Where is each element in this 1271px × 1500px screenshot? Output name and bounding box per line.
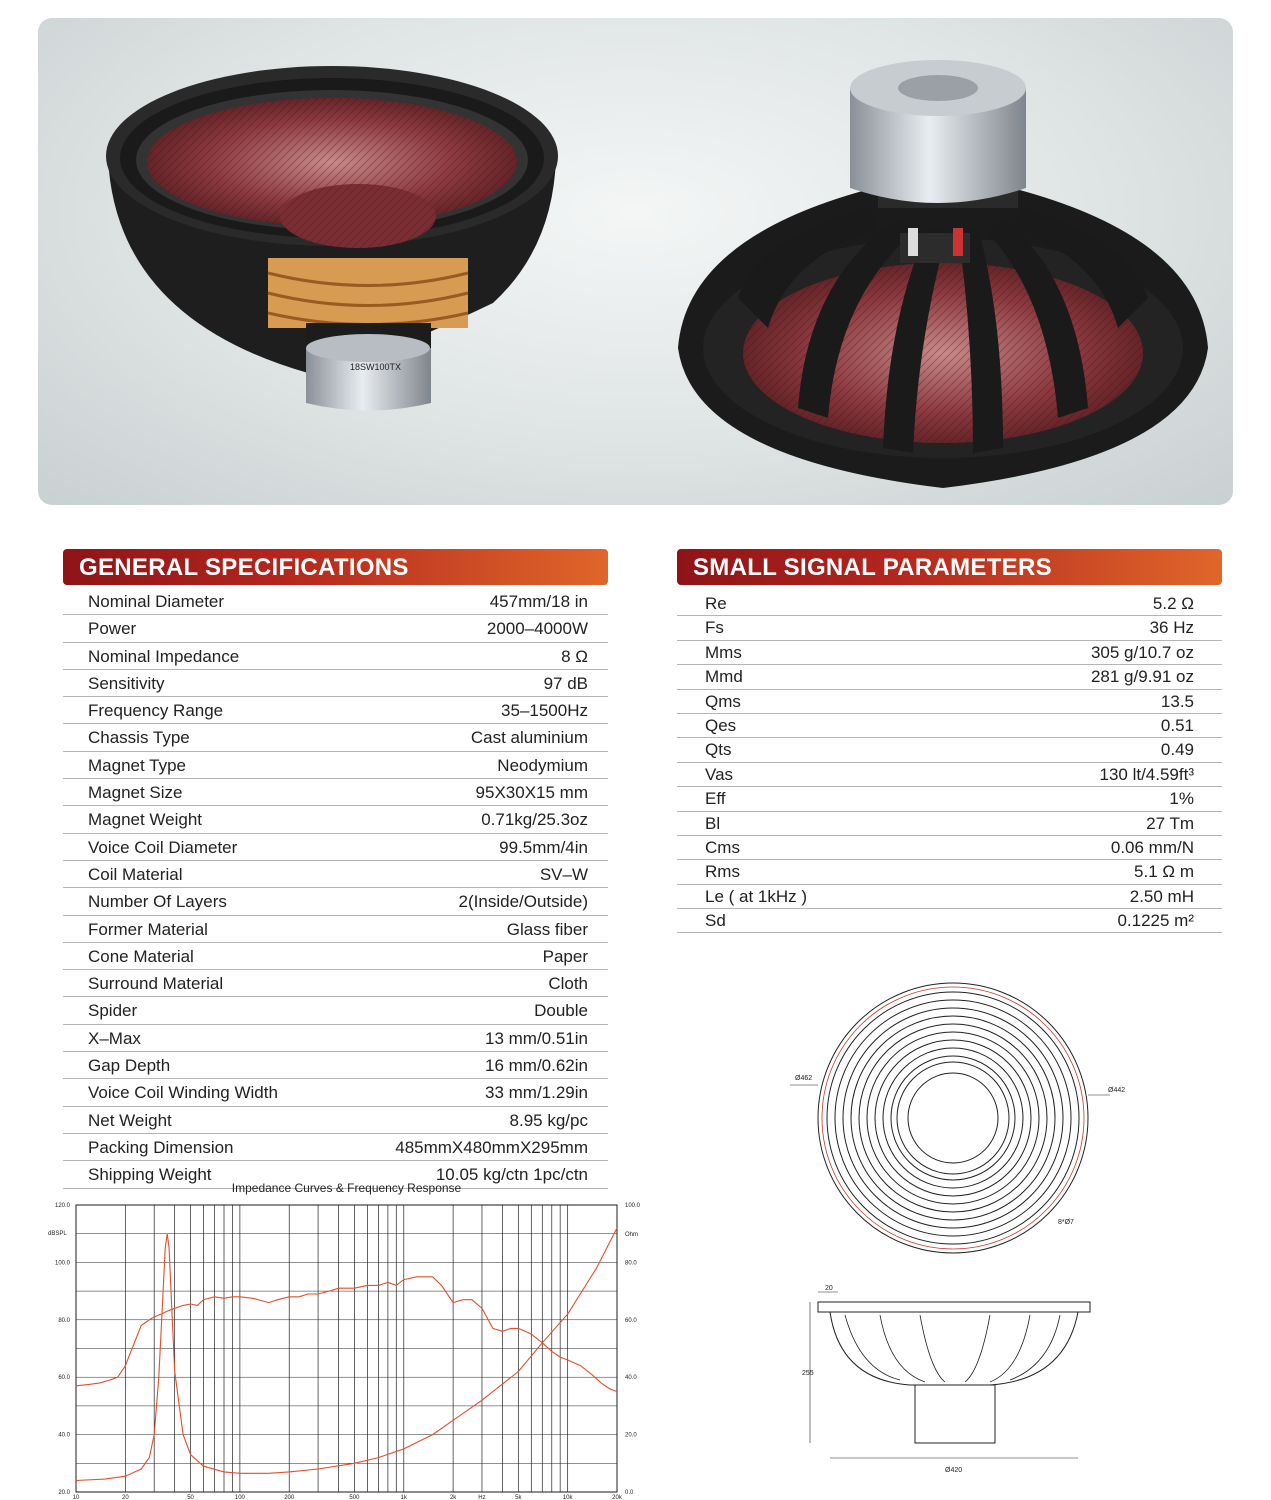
spec-value: 0.1225 m²	[1117, 911, 1194, 931]
spec-label: Vas	[705, 764, 734, 784]
spec-value: 2(Inside/Outside)	[458, 892, 588, 912]
spec-value: 0.71kg/25.3oz	[481, 810, 588, 830]
spec-row	[63, 643, 608, 670]
spec-value: 13.5	[1160, 691, 1194, 711]
spec-row	[63, 779, 608, 806]
spec-value: 2000–4000W	[486, 619, 588, 639]
spec-row	[63, 1025, 608, 1052]
spec-label: Spider	[88, 1001, 138, 1021]
spec-row	[63, 697, 608, 724]
spec-label: Coil Material	[88, 864, 183, 884]
spec-row	[63, 916, 608, 943]
small-signal-header: SMALL SIGNAL PARAMETERS	[677, 549, 1222, 585]
y-right-tick-label: 80.0	[625, 1260, 637, 1267]
x-tick-label: 500	[349, 1495, 360, 1500]
y-left-tick-label: 20.0	[58, 1490, 70, 1496]
spec-row	[63, 834, 608, 861]
spec-value: Cast aluminium	[470, 728, 588, 748]
spec-value: 33 mm/1.29in	[485, 1083, 588, 1103]
spec-row	[63, 752, 608, 779]
spec-value: 27 Tm	[1146, 813, 1194, 833]
x-tick-label: 20	[121, 1495, 129, 1500]
spec-label: Sensitivity	[88, 673, 165, 693]
model-label-front: 18SW100TX	[350, 362, 402, 372]
spec-label: Shipping Weight	[88, 1165, 212, 1185]
spec-label: Magnet Size	[88, 783, 183, 803]
y-left-tick-label: 100.0	[54, 1260, 70, 1267]
x-tick-label: 10k	[562, 1495, 573, 1500]
spec-value: 457mm/18 in	[489, 592, 588, 611]
spec-label: Power	[88, 619, 137, 639]
spec-label: Surround Material	[88, 974, 224, 994]
spec-label: Number Of Layers	[88, 892, 227, 912]
spec-label: Cms	[705, 837, 740, 857]
spec-label: X–Max	[88, 1028, 141, 1048]
spec-value: 485mmX480mmX295mm	[395, 1137, 588, 1157]
general-specs-table	[63, 588, 608, 1189]
x-tick-label: 2k	[449, 1495, 457, 1500]
y-left-tick-label: 120.0	[54, 1203, 70, 1209]
spec-label: Packing Dimension	[88, 1137, 234, 1157]
speaker-front-view	[106, 66, 558, 411]
spec-label: Nominal Diameter	[88, 592, 225, 611]
spec-row	[677, 616, 1222, 640]
spec-row	[63, 806, 608, 833]
spec-value: 5.1 Ω m	[1134, 862, 1194, 882]
spec-row	[677, 665, 1222, 689]
spec-label: Voice Coil Diameter	[88, 837, 238, 857]
spec-row	[63, 724, 608, 751]
technical-drawing	[790, 980, 1190, 1500]
x-tick-label: 5k	[515, 1495, 522, 1500]
spec-value: 130 lt/4.59ft³	[1099, 764, 1194, 784]
x-tick-label: 1k	[400, 1495, 407, 1500]
x-tick-label: 50	[187, 1495, 194, 1500]
dim-inner-diameter: Ø442	[1108, 1087, 1126, 1094]
spec-value: 2.50 mH	[1129, 886, 1194, 906]
spec-label: Rms	[705, 862, 740, 882]
spec-row	[677, 714, 1222, 738]
spec-row	[63, 997, 608, 1024]
spec-label: Chassis Type	[88, 728, 190, 748]
spec-label: Mms	[705, 642, 742, 662]
spec-value: 35–1500Hz	[501, 701, 588, 721]
spec-value: 95X30X15 mm	[475, 783, 588, 803]
x-tick-label: 100	[234, 1495, 245, 1500]
spec-row	[677, 763, 1222, 787]
x-tick-label: 200	[284, 1495, 295, 1500]
spec-row	[677, 909, 1222, 933]
spec-row	[677, 812, 1222, 836]
spec-value: 0.51	[1160, 715, 1194, 735]
spec-value: 5.2 Ω	[1152, 594, 1194, 613]
spec-value: SV–W	[539, 864, 588, 884]
spec-row	[677, 641, 1222, 665]
y-left-axis-label: dBSPL	[48, 1231, 67, 1237]
spec-value: Neodymium	[497, 755, 588, 775]
spec-row	[63, 1079, 608, 1106]
spec-label: Net Weight	[88, 1110, 172, 1130]
general-specs-header: GENERAL SPECIFICATIONS	[63, 549, 608, 585]
spec-label: Frequency Range	[88, 701, 224, 721]
chart-title: Impedance Curves & Frequency Response	[231, 1181, 462, 1195]
spec-label: Sd	[705, 911, 726, 931]
impedance-frequency-chart	[0, 1180, 660, 1500]
spec-row	[63, 1107, 608, 1134]
speaker-illustration	[38, 18, 1233, 505]
spec-value: 8 Ω	[561, 646, 588, 666]
spec-row	[63, 970, 608, 997]
spec-label: Bl	[705, 813, 721, 833]
speaker-back-view	[678, 60, 1208, 488]
product-photo-banner	[38, 18, 1233, 505]
spec-value: 0.06 mm/N	[1110, 837, 1194, 857]
y-right-axis-label: Ohm	[625, 1232, 639, 1238]
spec-row	[677, 885, 1222, 909]
y-right-tick-label: 40.0	[625, 1375, 637, 1382]
spec-row	[677, 592, 1222, 616]
spec-value: Glass fiber	[506, 919, 588, 939]
x-tick-label: 10	[72, 1495, 80, 1500]
dim-base: Ø420	[945, 1467, 963, 1474]
spec-value: Double	[534, 1001, 588, 1021]
dim-outer-diameter: Ø462	[795, 1075, 813, 1082]
dim-flange: 20	[825, 1285, 833, 1292]
y-left-tick-label: 80.0	[58, 1317, 70, 1324]
spec-label: Nominal Impedance	[88, 646, 240, 666]
x-tick-label: 20k	[612, 1495, 622, 1500]
y-right-tick-label: 60.0	[625, 1317, 637, 1324]
dim-holes: 8*Ø7	[1058, 1219, 1074, 1226]
x-tick-label: Hz	[478, 1495, 486, 1500]
spec-label: Re	[705, 594, 727, 613]
y-left-tick-label: 40.0	[58, 1432, 70, 1439]
spec-label: Qts	[705, 740, 732, 760]
spec-label: Voice Coil Winding Width	[88, 1083, 278, 1103]
y-right-tick-label: 0.0	[625, 1490, 634, 1496]
small-signal-table	[677, 592, 1222, 933]
spec-row	[63, 943, 608, 970]
dim-depth: 255	[802, 1370, 814, 1377]
y-right-tick-label: 20.0	[625, 1432, 637, 1439]
spec-row	[63, 861, 608, 888]
spec-value: 36 Hz	[1149, 618, 1194, 638]
spec-label: Gap Depth	[88, 1056, 171, 1076]
spec-label: Magnet Weight	[88, 810, 203, 830]
spec-value: 10.05 kg/ctn 1pc/ctn	[435, 1165, 588, 1185]
spec-row	[677, 690, 1222, 714]
spec-label: Le ( at 1kHz )	[705, 886, 808, 906]
spec-value: 13 mm/0.51in	[485, 1028, 588, 1048]
y-left-tick-label: 60.0	[58, 1375, 70, 1382]
spec-value: 281 g/9.91 oz	[1090, 667, 1194, 687]
spec-row	[63, 670, 608, 697]
spec-label: Former Material	[88, 919, 208, 939]
spec-row	[63, 615, 608, 642]
spec-value: 1%	[1169, 789, 1194, 809]
spec-value: 0.49	[1160, 740, 1194, 760]
spec-label: Fs	[705, 618, 724, 638]
spec-row	[677, 738, 1222, 762]
spec-value: Paper	[542, 946, 588, 966]
spec-label: Magnet Type	[88, 755, 186, 775]
spec-value: 305 g/10.7 oz	[1090, 642, 1194, 662]
spec-label: Qms	[705, 691, 741, 711]
spec-value: 8.95 kg/pc	[509, 1110, 588, 1130]
spec-value: 99.5mm/4in	[499, 837, 588, 857]
spec-row	[677, 836, 1222, 860]
spec-row	[63, 1134, 608, 1161]
spec-value: 97 dB	[543, 673, 588, 693]
spec-label: Qes	[705, 715, 737, 735]
spec-row	[63, 1052, 608, 1079]
spec-value: 16 mm/0.62in	[485, 1056, 588, 1076]
drawing-top-view	[790, 983, 1110, 1253]
spec-row	[677, 787, 1222, 811]
spec-row	[677, 860, 1222, 884]
spec-row	[63, 588, 608, 615]
spec-value: Cloth	[548, 974, 588, 994]
drawing-side-view	[810, 1292, 1090, 1458]
spec-label: Cone Material	[88, 946, 194, 966]
spec-label: Eff	[705, 789, 726, 809]
y-right-tick-label: 100.0	[625, 1203, 641, 1209]
spec-label: Mmd	[705, 667, 743, 687]
spec-row	[63, 888, 608, 915]
